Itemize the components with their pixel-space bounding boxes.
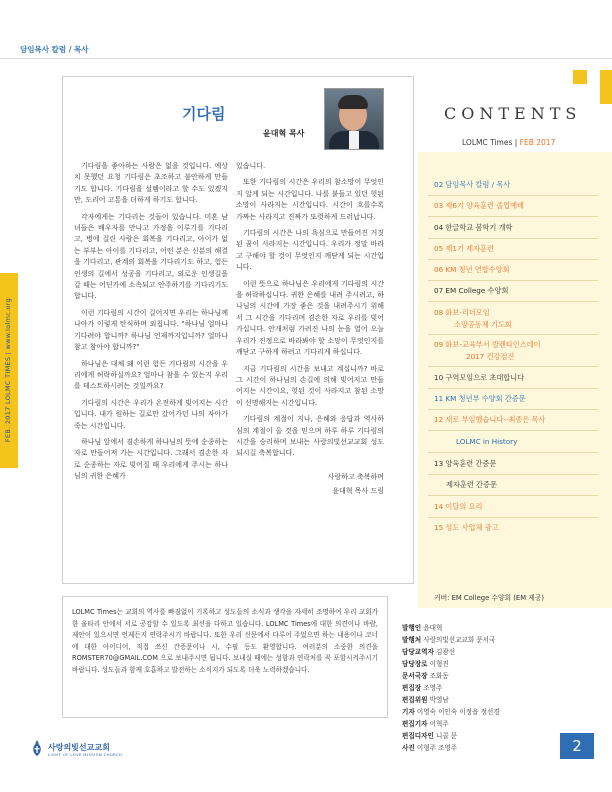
church-logo-name: 사랑의빛선교교회 [48, 743, 110, 752]
contents-item[interactable]: 02 담임목사 칼럼 / 목사 [434, 180, 511, 189]
staff-role: 문서국장 [402, 672, 428, 680]
staff-name: 조영주 [423, 684, 443, 692]
staff-role: 편집디자인 [402, 732, 434, 740]
contents-divider [428, 495, 598, 496]
article-column-left [74, 161, 228, 483]
contents-item[interactable]: 15 성도 사업체 광고 [434, 523, 499, 532]
info-text: LOLMC Times는 교회의 역사를 빠짐없이 기록하고 성도들의 소식과 생각을 자세히 조명하여 우리 교회가 한 울타리 안에서 서로 공감할 수 있도록 최선을 다하고 있습니다. LOLMC Times에 대한 의견이나 바람, 제안이 있으시면 언제든지 연락주시기 바랍니다. 또한 우리 신문에서 다루어 주었으면 하는 내용이나 코너에 대한 아이디어, 직접 쓰신 간증문이나 시, 수필 등도 환영합니다. 여러분의 소중한 의견을 ROMSTER70@GMAIL.COM 으로 보내주시면 됩니다. 보내실 때에는 성함과 연락처를 꼭 포함시켜주시기 바랍니다. 성도들과 함께 호흡하고 발전하는 소식지가 되도록 더욱 노력하겠습니다. [72, 608, 378, 674]
contents-item[interactable]: 13 양육훈련 간증문 [434, 459, 497, 468]
staff-name: 니콜 문 [435, 732, 458, 740]
article-paragraph: 각자에게는 기다리는 것들이 있습니다. 미혼 남녀들은 배우자를 만나고 가정을 이루기를 기다리고, 병에 걸린 사람은 회복을 기다리고, 아이가 없는 부부는 아이를 기다리고, 어떤 분은 신분의 해결을 기다리고, 관계의 회복을 기다리기도 하고, 험든 인생의 길에서 성공을 기다리고, 외로운 인생길을 갈 때는 어딘가에 소속되고 안주하기를 기다리기도 합니다. [74, 212, 228, 301]
contents-divider [428, 452, 598, 453]
contents-item[interactable]: 11 KM 청년부 수양회 간증문 [434, 394, 526, 403]
staff-role: 담당장로 [402, 660, 428, 668]
contents-item[interactable]: 08 화보-리더모임 [434, 308, 490, 317]
staff-role: 편집위원 [402, 696, 428, 704]
article-paragraph: 지금 기다림의 시간을 보내고 계십니까? 바로 그 시간이 하나님의 손길에 의해 빚어지고 만들어지는 시간이요, 헛된 것이 사라지고 참된 소망이 선명해지는 시간입니다. [236, 364, 384, 407]
cover-caption: 커버: EM College 수양회 (EM 제공) [434, 594, 545, 602]
contents-item[interactable]: 05 제1기 제자훈련 [434, 244, 494, 253]
staff-line [402, 730, 457, 740]
contents-item[interactable]: 10 구역모임으로 초대합니다 [434, 373, 525, 382]
article-paragraph: 하나님 앞에서 겸손하게 하나님의 뜻에 순종하는 자로 만들어져 가는 시간입니다. 그래서 겸손한 자로 순종하는 자로 빚어질 때 우리에게 주시는 하나님의 귀한 은혜가 [74, 437, 228, 481]
article-column-right [236, 161, 384, 498]
staff-line [402, 694, 449, 704]
signoff-line: 사랑하고 축복하며 [327, 472, 384, 481]
contents-divider [428, 366, 598, 367]
article-paragraph: 하나님은 대체 왜 이런 험든 기다림의 시간을 우리에게 허락하실까요? 얼마나 참을 수 있는지 우리를 테스트하시려는 것일까요? [74, 359, 228, 391]
contents-divider [428, 238, 598, 239]
staff-role: 발행처 [402, 636, 422, 644]
contents-divider [428, 474, 598, 475]
header-divider [0, 58, 612, 59]
contents-title: CONTENTS [444, 104, 582, 123]
staff-line [402, 646, 455, 656]
article-paragraph: 기다림의 시간은 나의 욕심으로 만들어진 거짓된 꿈이 사라지는 시간입니다. 우리가 정말 바라고 구해야 할 것이 무엇인지 깨닫게 되는 시간입니다. [236, 229, 384, 272]
staff-role: 편집장 [402, 684, 422, 692]
article-author: 윤대혁 목사 [263, 129, 305, 138]
publication-name: LOLMC Times [462, 138, 513, 147]
staff-line [402, 634, 495, 644]
article-paragraph: 기다림의 계절이 지나, 은혜와 응답과 역사하심의 계절이 올 것을 믿으며 하루 하루 기다림의 시간을 승리하며 보내는 사랑의빛선교교회 성도 되시길 축복합니다. [236, 415, 384, 458]
article-paragraph: 기다림의 시간은 우리가 온전하게 빚어지는 시간입니다. 내가 원하는 길로만 갔어가던 나의 자아가 죽는 시간입니다. [74, 398, 228, 430]
contents-item[interactable]: LOLMC in History [456, 437, 518, 446]
staff-role: 담당교역자 [402, 648, 434, 656]
contents-divider [428, 301, 598, 302]
contents-divider [428, 517, 598, 518]
article-paragraph: 이런 기다림의 시간이 길어지면 우리는 하나님께 나아가 이렇게 탄식하며 외칩니다. "하나님 얼마나 기다려야 합니까? 하나님 언제까지입니까? 얼마나 참고 참아야 합니까?" [74, 308, 228, 352]
contents-divider [428, 216, 598, 217]
staff-name: 사랑의빛선교교회 문서국 [423, 636, 496, 644]
section-label: 담임목사 칼럼 / 목사 [20, 45, 89, 54]
staff-name: 이영숙 이인숙 이정읍 정선경 [416, 708, 500, 716]
staff-role: 발행인 [402, 624, 422, 632]
church-logo-english: LIGHT OF LOVE MISSION CHURCH [48, 753, 123, 757]
article-paragraph: 이런 뜻으로 하나님은 우리에게 기다림의 시간을 허락하십니다. 귀한 은혜를 내려 주시려고, 하나님의 시간에 가장 좋은 것을 내려주시기 위해서 그 시간을 기다리며 겸손한 자로 우리를 빚어 가십니다. 안개처럼 가려진 나의 눈을 열어 오늘 우리가 진정으로 바라봐야 할 소망이 무엇인지를 깨닫고 구하게 하려고 기다리게 하십니다. [236, 279, 384, 357]
staff-role: 사진 [402, 744, 415, 752]
author-portrait [324, 88, 384, 150]
accent-bar [600, 70, 612, 104]
contents-subtitle: LOLMC Times | FEB 2017 [462, 138, 556, 147]
staff-line [402, 670, 449, 680]
contents-divider [428, 334, 598, 335]
staff-name: 조화동 [429, 672, 449, 680]
church-logo-icon [30, 740, 44, 756]
issue-date: FEB 2017 [519, 138, 556, 147]
contents-divider [428, 388, 598, 389]
staff-name: 윤대혁 [423, 624, 443, 632]
article-paragraph: 있습니다. [236, 162, 266, 170]
staff-role: 편집기자 [402, 720, 428, 728]
contents-item[interactable]: 제자훈련 간증문 [446, 480, 497, 489]
article-title: 기다림 [182, 105, 226, 123]
contents-divider [428, 430, 598, 431]
article-paragraph: 기다림을 좋아하는 사람은 없을 것입니다. 예상치 못했던 요청 기다림은 초조하고 불안하게 만들기도 합니다. 기다림을 설렘이라고 할 수도 있겠지만, 도리어 고통을 더하게 하기도 합니다. [74, 162, 228, 205]
contents-item[interactable]: 06 KM 청년 연합수양회 [434, 265, 510, 274]
contents-divider [428, 259, 598, 260]
contents-item[interactable]: 09 화보-교육부서 발렌타인스데이 [434, 340, 541, 349]
contents-item[interactable]: 04 한글학교 봄학기 개학 [434, 223, 513, 232]
contents-item[interactable]: 2017 건강검진 [466, 352, 515, 361]
side-issue-text: FEB. 2017 LOLMC TIMES | www.lolmc.org [4, 297, 12, 443]
staff-name: 박영남 [429, 696, 449, 704]
page-number: 2 [560, 733, 594, 759]
signoff-name: 윤대혁 목사 드림 [332, 487, 384, 496]
staff-role: 기자 [402, 708, 415, 716]
staff-name: 김광선 [435, 648, 456, 656]
article-paragraph: 또한 기다림의 시간은 우리의 참소망이 무엇인지 알게 되는 시간입니다. 나를 붙들고 있던 헛된 소망이 사라지는 시간입니다. 시간이 흐를수록 가짜는 사라지고 진짜가 또렷하게 드러납니다. [236, 178, 384, 221]
staff-line [402, 706, 500, 716]
contents-divider [428, 409, 598, 410]
contents-item[interactable]: 14 이달의 요리 [434, 502, 483, 511]
staff-name: 이형진 [429, 660, 449, 668]
staff-line [402, 658, 449, 668]
staff-name: 이혁주 [429, 720, 449, 728]
contents-item[interactable]: 소망공동체 기도회 [454, 320, 512, 329]
staff-line [402, 742, 457, 752]
staff-line [402, 718, 449, 728]
contents-item[interactable]: 07 EM College 수양회 [434, 286, 509, 295]
contents-divider [428, 195, 598, 196]
contents-item[interactable]: 12 새로 부임했습니다--최종은 목사 [434, 415, 546, 424]
accent-square [573, 70, 587, 84]
contents-divider [428, 280, 598, 281]
staff-line [402, 622, 442, 632]
staff-line [402, 682, 442, 692]
staff-name: 이형주 조영주 [416, 744, 458, 752]
contents-item[interactable]: 03 제6기 양육훈련 졸업예배 [434, 201, 525, 210]
